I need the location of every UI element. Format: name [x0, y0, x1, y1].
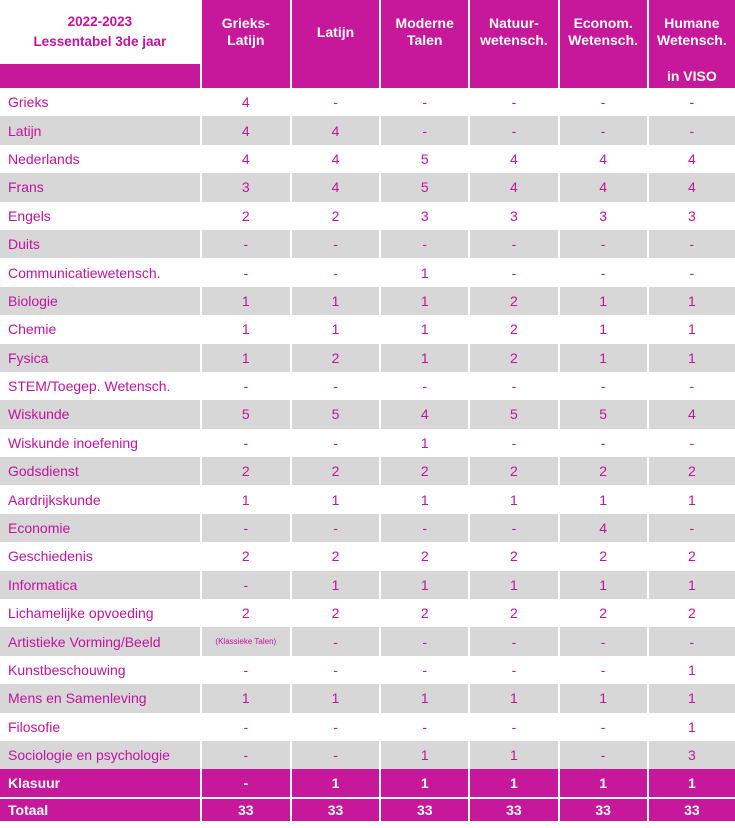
subject-label: Informatica [0, 571, 200, 599]
table-row [0, 258, 735, 286]
hours-cell-grieks-latijn: - [200, 656, 290, 684]
table-row [0, 571, 735, 599]
hours-cell-economische-wetenschappen: - [558, 88, 647, 116]
hours-cell-latijn: - [290, 230, 379, 258]
totaal-row [0, 797, 735, 821]
hours-cell-economische-wetenschappen: 4 [558, 514, 647, 542]
hours-cell-grieks-latijn: - [200, 571, 290, 599]
hours-cell-latijn: 2 [290, 542, 379, 570]
table-row [0, 514, 735, 542]
hours-cell-economische-wetenschappen: 4 [558, 173, 647, 201]
footer-cell-grieks-latijn: - [200, 769, 290, 797]
hours-cell-humane-wetenschappen: - [647, 230, 735, 258]
hours-cell-grieks-latijn: 3 [200, 173, 290, 201]
hours-cell-economische-wetenschappen: - [558, 656, 647, 684]
hours-cell-latijn: 2 [290, 202, 379, 230]
hours-cell-grieks-latijn: 1 [200, 485, 290, 513]
hours-cell-natuurwetenschappen: - [468, 656, 557, 684]
hours-cell-economische-wetenschappen: 1 [558, 315, 647, 343]
table-row [0, 372, 735, 400]
hours-cell-grieks-latijn: 4 [200, 88, 290, 116]
table-row [0, 429, 735, 457]
subject-label: Wiskunde [0, 400, 200, 428]
table-row [0, 457, 735, 485]
hours-cell-humane-wetenschappen: - [647, 514, 735, 542]
hours-cell-grieks-latijn: - [200, 230, 290, 258]
hours-cell-moderne-talen: 2 [379, 599, 468, 627]
hours-cell-humane-wetenschappen: 3 [647, 202, 735, 230]
hours-cell-economische-wetenschappen: 1 [558, 485, 647, 513]
hours-cell-latijn: 1 [290, 287, 379, 315]
hours-cell-moderne-talen: 5 [379, 173, 468, 201]
viso-row-spacer [0, 64, 200, 88]
hours-cell-humane-wetenschappen: 1 [647, 287, 735, 315]
hours-cell-grieks-latijn: - [200, 514, 290, 542]
hours-cell-moderne-talen: - [379, 713, 468, 741]
subject-label: Sociologie en psychologie [0, 741, 200, 769]
subject-label: Duits [0, 230, 200, 258]
hours-cell-moderne-talen: 3 [379, 202, 468, 230]
hours-cell-natuurwetenschappen: 1 [468, 571, 557, 599]
col-header-humane-wetenschappen: Humane Wetensch. [647, 0, 735, 64]
hours-cell-natuurwetenschappen: - [468, 429, 557, 457]
table-row [0, 599, 735, 627]
subject-label: Engels [0, 202, 200, 230]
hours-cell-natuurwetenschappen: - [468, 116, 557, 144]
hours-cell-natuurwetenschappen: 2 [468, 599, 557, 627]
hours-cell-humane-wetenschappen: 4 [647, 400, 735, 428]
viso-note: in VISO [647, 64, 735, 88]
hours-cell-natuurwetenschappen: 2 [468, 344, 557, 372]
hours-cell-grieks-latijn: 1 [200, 315, 290, 343]
hours-cell-moderne-talen: 1 [379, 315, 468, 343]
hours-cell-latijn: - [290, 656, 379, 684]
hours-cell-humane-wetenschappen: 2 [647, 457, 735, 485]
subject-label: Chemie [0, 315, 200, 343]
hours-cell-natuurwetenschappen: 2 [468, 542, 557, 570]
subject-label: Mens en Samenleving [0, 684, 200, 712]
col-header-economische-wetenschappen: Econom. Wetensch. [558, 0, 647, 64]
hours-cell-economische-wetenschappen: - [558, 116, 647, 144]
hours-cell-moderne-talen: 1 [379, 344, 468, 372]
hours-cell-grieks-latijn: - [200, 258, 290, 286]
hours-cell-latijn: 4 [290, 145, 379, 173]
hours-cell-latijn: 4 [290, 173, 379, 201]
hours-cell-economische-wetenschappen: - [558, 713, 647, 741]
subject-label: Aardrijkskunde [0, 485, 200, 513]
hours-cell-economische-wetenschappen: 1 [558, 571, 647, 599]
hours-cell-economische-wetenschappen: 1 [558, 684, 647, 712]
table-row [0, 88, 735, 116]
hours-cell-natuurwetenschappen: 2 [468, 315, 557, 343]
title-year: 2022-2023 [67, 14, 133, 29]
hours-cell-latijn: - [290, 627, 379, 655]
hours-cell-moderne-talen: - [379, 627, 468, 655]
klasuur-row [0, 769, 735, 797]
col-header-grieks-latijn: Grieks- Latijn [200, 0, 290, 64]
hours-cell-grieks-latijn: 5 [200, 400, 290, 428]
hours-cell-natuurwetenschappen: 3 [468, 202, 557, 230]
subject-label: Frans [0, 173, 200, 201]
hours-cell-latijn: - [290, 88, 379, 116]
hours-cell-natuurwetenschappen: - [468, 514, 557, 542]
hours-cell-moderne-talen: 2 [379, 542, 468, 570]
subject-label: Economie [0, 514, 200, 542]
hours-cell-moderne-talen: 2 [379, 457, 468, 485]
hours-cell-economische-wetenschappen: - [558, 429, 647, 457]
hours-cell-latijn: 2 [290, 344, 379, 372]
hours-cell-humane-wetenschappen: 1 [647, 571, 735, 599]
hours-cell-latijn: - [290, 713, 379, 741]
hours-cell-natuurwetenschappen: 5 [468, 400, 557, 428]
hours-cell-humane-wetenschappen: 3 [647, 741, 735, 769]
hours-cell-moderne-talen: - [379, 656, 468, 684]
hours-cell-economische-wetenschappen: 1 [558, 344, 647, 372]
hours-cell-grieks-latijn: 1 [200, 684, 290, 712]
table-row [0, 287, 735, 315]
hours-cell-latijn: 1 [290, 571, 379, 599]
hours-cell-humane-wetenschappen: 1 [647, 315, 735, 343]
table-title [0, 0, 200, 64]
hours-cell-humane-wetenschappen: 1 [647, 485, 735, 513]
hours-cell-natuurwetenschappen: - [468, 230, 557, 258]
footer-cell-humane-wetenschappen: 33 [647, 797, 735, 821]
hours-cell-humane-wetenschappen: 1 [647, 656, 735, 684]
table-row [0, 173, 735, 201]
table-row [0, 656, 735, 684]
hours-cell-natuurwetenschappen: 4 [468, 173, 557, 201]
hours-cell-natuurwetenschappen: 2 [468, 287, 557, 315]
hours-cell-natuurwetenschappen: 2 [468, 457, 557, 485]
hours-cell-natuurwetenschappen: 4 [468, 145, 557, 173]
table-row [0, 116, 735, 144]
hours-cell-natuurwetenschappen: 1 [468, 684, 557, 712]
hours-cell-grieks-latijn: 2 [200, 599, 290, 627]
hours-cell-grieks-latijn: 1 [200, 287, 290, 315]
hours-cell-grieks-latijn: - [200, 713, 290, 741]
hours-cell-grieks-latijn: - [200, 372, 290, 400]
footer-label: Klasuur [0, 769, 200, 797]
hours-cell-economische-wetenschappen: - [558, 627, 647, 655]
hours-cell-moderne-talen: - [379, 116, 468, 144]
subject-label: Lichamelijke opvoeding [0, 599, 200, 627]
footer-label: Totaal [0, 797, 200, 821]
hours-cell-humane-wetenschappen: - [647, 627, 735, 655]
hours-cell-humane-wetenschappen: 2 [647, 542, 735, 570]
table-row [0, 400, 735, 428]
hours-cell-humane-wetenschappen: 4 [647, 145, 735, 173]
hours-cell-latijn: 4 [290, 116, 379, 144]
hours-cell-grieks-latijn: - [200, 429, 290, 457]
hours-cell-natuurwetenschappen: 1 [468, 485, 557, 513]
hours-cell-moderne-talen: 4 [379, 400, 468, 428]
hours-cell-natuurwetenschappen: - [468, 88, 557, 116]
hours-cell-economische-wetenschappen: - [558, 258, 647, 286]
title-subtitle: Lessentabel 3de jaar [33, 34, 167, 49]
hours-cell-grieks-latijn: 1 [200, 344, 290, 372]
hours-cell-natuurwetenschappen: - [468, 258, 557, 286]
hours-cell-grieks-latijn: (Klassieke Talen) [200, 627, 290, 655]
hours-cell-grieks-latijn: 2 [200, 542, 290, 570]
footer-cell-humane-wetenschappen: 1 [647, 769, 735, 797]
table-row [0, 202, 735, 230]
subject-label: Communicatiewetensch. [0, 258, 200, 286]
hours-cell-humane-wetenschappen: 1 [647, 713, 735, 741]
hours-cell-economische-wetenschappen: 1 [558, 287, 647, 315]
hours-cell-natuurwetenschappen: - [468, 372, 557, 400]
hours-cell-economische-wetenschappen: 2 [558, 599, 647, 627]
subject-label: Fysica [0, 344, 200, 372]
subject-label: STEM/Toegep. Wetensch. [0, 372, 200, 400]
hours-cell-humane-wetenschappen: - [647, 372, 735, 400]
table-row [0, 684, 735, 712]
hours-cell-latijn: 1 [290, 485, 379, 513]
hours-cell-moderne-talen: - [379, 88, 468, 116]
hours-cell-moderne-talen: 1 [379, 258, 468, 286]
hours-cell-economische-wetenschappen: 4 [558, 145, 647, 173]
hours-cell-moderne-talen: 1 [379, 741, 468, 769]
footer-cell-latijn: 33 [290, 797, 379, 821]
subject-label: Biologie [0, 287, 200, 315]
hours-cell-latijn: 5 [290, 400, 379, 428]
hours-cell-humane-wetenschappen: - [647, 429, 735, 457]
subject-label: Godsdienst [0, 457, 200, 485]
hours-cell-grieks-latijn: 2 [200, 457, 290, 485]
hours-cell-latijn: - [290, 258, 379, 286]
hours-cell-economische-wetenschappen: 5 [558, 400, 647, 428]
hours-cell-grieks-latijn: - [200, 741, 290, 769]
table-row [0, 230, 735, 258]
table-row [0, 485, 735, 513]
subject-label: Kunstbeschouwing [0, 656, 200, 684]
table-row [0, 145, 735, 173]
table-row [0, 542, 735, 570]
hours-cell-economische-wetenschappen: 2 [558, 542, 647, 570]
hours-cell-moderne-talen: 1 [379, 429, 468, 457]
col-header-latijn: Latijn [290, 0, 379, 64]
hours-cell-grieks-latijn: 2 [200, 202, 290, 230]
hours-cell-latijn: - [290, 372, 379, 400]
hours-cell-natuurwetenschappen: - [468, 627, 557, 655]
hours-cell-moderne-talen: - [379, 230, 468, 258]
subject-label: Artistieke Vorming/Beeld [0, 627, 200, 655]
hours-cell-humane-wetenschappen: - [647, 258, 735, 286]
hours-cell-humane-wetenschappen: 2 [647, 599, 735, 627]
hours-cell-humane-wetenschappen: - [647, 88, 735, 116]
hours-cell-humane-wetenschappen: 1 [647, 684, 735, 712]
hours-cell-moderne-talen: 1 [379, 684, 468, 712]
hours-cell-economische-wetenschappen: - [558, 372, 647, 400]
hours-cell-latijn: 1 [290, 684, 379, 712]
hours-cell-latijn: 1 [290, 315, 379, 343]
hours-cell-economische-wetenschappen: 3 [558, 202, 647, 230]
hours-cell-natuurwetenschappen: - [468, 713, 557, 741]
hours-cell-moderne-talen: 1 [379, 287, 468, 315]
footer-cell-moderne-talen: 33 [379, 797, 468, 821]
col-header-natuurwetenschappen: Natuur- wetensch. [468, 0, 557, 64]
hours-cell-latijn: - [290, 429, 379, 457]
table-row [0, 315, 735, 343]
hours-cell-latijn: 2 [290, 457, 379, 485]
subject-label: Grieks [0, 88, 200, 116]
hours-cell-moderne-talen: 5 [379, 145, 468, 173]
hours-cell-economische-wetenschappen: 2 [558, 457, 647, 485]
subject-label: Geschiedenis [0, 542, 200, 570]
subject-label: Nederlands [0, 145, 200, 173]
hours-cell-grieks-latijn: 4 [200, 145, 290, 173]
footer-cell-economische-wetenschappen: 1 [558, 769, 647, 797]
footer-cell-natuurwetenschappen: 33 [468, 797, 557, 821]
hours-cell-humane-wetenschappen: 1 [647, 344, 735, 372]
hours-cell-natuurwetenschappen: 1 [468, 741, 557, 769]
hours-cell-economische-wetenschappen: - [558, 741, 647, 769]
hours-cell-grieks-latijn: 4 [200, 116, 290, 144]
hours-cell-economische-wetenschappen: - [558, 230, 647, 258]
subject-label: Wiskunde inoefening [0, 429, 200, 457]
footer-cell-latijn: 1 [290, 769, 379, 797]
hours-cell-latijn: 2 [290, 599, 379, 627]
footer-cell-grieks-latijn: 33 [200, 797, 290, 821]
table-row [0, 627, 735, 655]
hours-cell-moderne-talen: - [379, 514, 468, 542]
table-row [0, 713, 735, 741]
hours-cell-humane-wetenschappen: - [647, 116, 735, 144]
table-row [0, 741, 735, 769]
footer-cell-economische-wetenschappen: 33 [558, 797, 647, 821]
hours-cell-moderne-talen: - [379, 372, 468, 400]
subject-label: Latijn [0, 116, 200, 144]
header-row [0, 0, 735, 64]
hours-cell-latijn: - [290, 741, 379, 769]
footer-cell-moderne-talen: 1 [379, 769, 468, 797]
hours-cell-moderne-talen: 1 [379, 571, 468, 599]
hours-cell-humane-wetenschappen: 4 [647, 173, 735, 201]
hours-cell-latijn: - [290, 514, 379, 542]
table-row [0, 344, 735, 372]
footer-cell-natuurwetenschappen: 1 [468, 769, 557, 797]
col-header-moderne-talen: Moderne Talen [379, 0, 468, 64]
hours-cell-moderne-talen: 1 [379, 485, 468, 513]
subject-label: Filosofie [0, 713, 200, 741]
viso-row [0, 64, 735, 88]
